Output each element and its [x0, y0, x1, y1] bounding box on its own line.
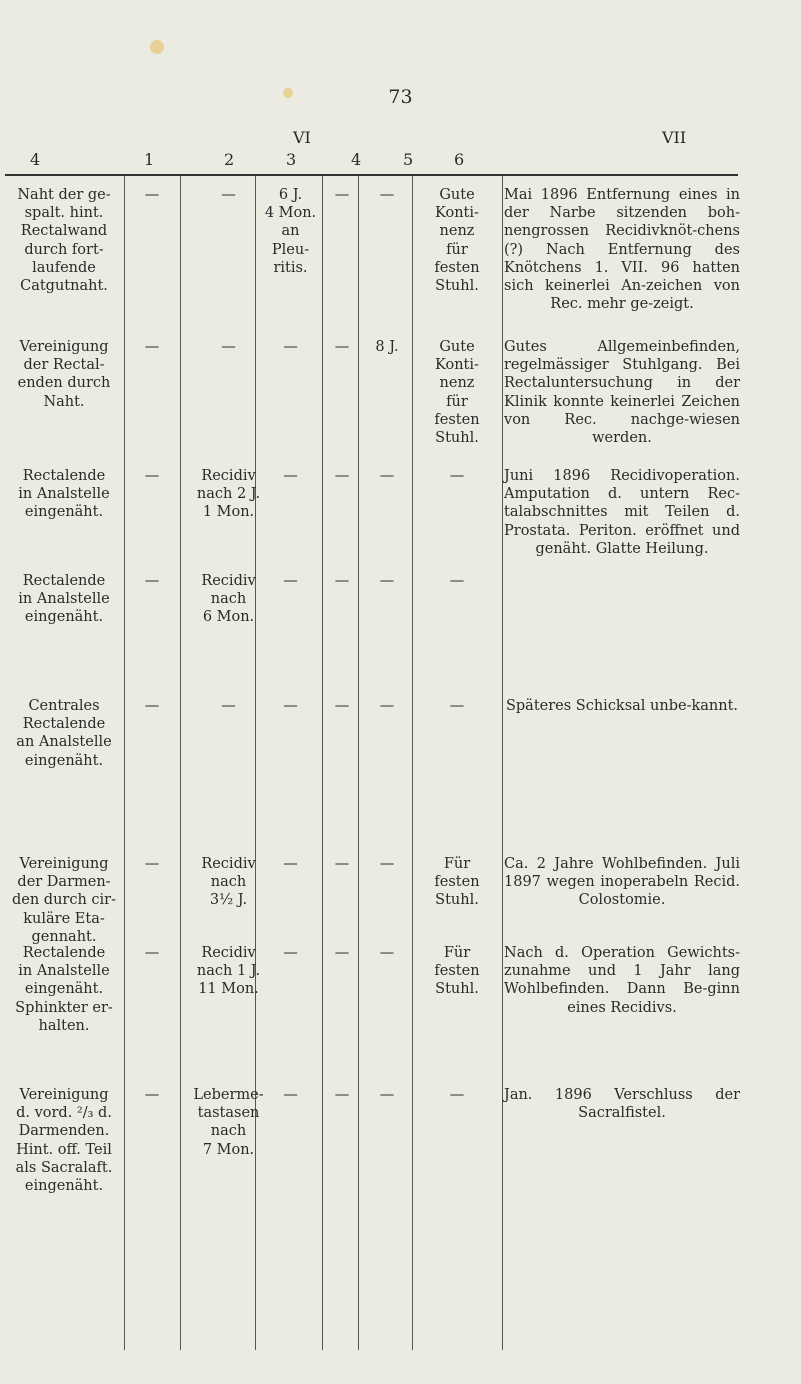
col5-cell: —	[379, 1087, 395, 1103]
treatment-cell: Vereinigung der Rectal- enden durch Naht.	[17, 339, 111, 410]
col4-cell: —	[334, 856, 350, 872]
col3-cell: —	[283, 339, 298, 355]
col5-cell: —	[379, 468, 395, 484]
column-number: 5	[403, 150, 414, 169]
section-header-vii: VII	[662, 128, 687, 147]
col1-cell: —	[144, 1087, 160, 1103]
col4-cell: —	[334, 1087, 350, 1103]
outcome-cell: Nach d. Operation Gewichts-zunahme und 1 Jahr lang Wohlbefinden. Dann Be-ginn eines Recidivs.	[504, 945, 740, 1016]
col5-cell: —	[379, 187, 395, 203]
col5-cell: —	[379, 573, 395, 589]
col1-cell: —	[144, 573, 160, 589]
column-number: 3	[286, 150, 297, 169]
col4-cell: —	[334, 187, 350, 203]
paper-stain	[150, 40, 164, 54]
col3-cell: 6 J. 4 Mon. an Pleu- ritis.	[264, 187, 317, 276]
col1-cell: —	[144, 945, 160, 961]
col2-cell: —	[221, 187, 236, 203]
col5-cell: —	[379, 698, 395, 714]
outcome-cell: Mai 1896 Entfernung eines in der Narbe sitzenden boh-nengrossen Recidivknöt-chens (?) Nach Entfernung des Knötchens 1. VII. 96 hatten sich keinerlei An-zeichen von Rec. mehr ge-zeigt.	[504, 187, 740, 313]
col3-cell: —	[283, 856, 298, 872]
col3-cell: —	[283, 698, 298, 714]
col4-cell: —	[334, 339, 350, 355]
treatment-cell: Rectalende in Analstelle eingenäht.	[18, 573, 110, 626]
col3-cell: —	[283, 468, 298, 484]
page-number: 73	[388, 86, 413, 108]
outcome-cell: Späteres Schicksal unbe-kannt.	[505, 698, 739, 714]
col4-cell: —	[334, 698, 350, 714]
col3-cell: —	[283, 945, 298, 961]
col3-cell: —	[283, 1087, 298, 1103]
outcome-cell: Ca. 2 Jahre Wohlbefinden. Juli 1897 wegen inoperabeln Recid. Colostomie.	[504, 856, 740, 909]
col5-cell: —	[379, 945, 395, 961]
col4-cell: —	[334, 573, 350, 589]
col1-cell: —	[144, 339, 160, 355]
col5-cell: 8 J.	[375, 339, 399, 355]
col6-cell: —	[449, 698, 465, 714]
treatment-cell: Rectalende in Analstelle eingenäht.	[18, 468, 110, 521]
col2-cell: Leberme- tastasen nach 7 Mon.	[193, 1087, 264, 1158]
column-number: 4	[351, 150, 362, 169]
column-divider	[124, 176, 125, 1350]
column-number: 6	[454, 150, 465, 169]
column-number: 1	[144, 150, 155, 169]
col2-cell: Recidiv nach 3½ J.	[201, 856, 256, 909]
col5-cell: —	[379, 856, 395, 872]
treatment-cell: Vereinigung der Darmen- den durch cir- kuläre Eta- gennaht.	[11, 856, 117, 945]
section-header-vi: VI	[293, 128, 311, 147]
col2-cell: Recidiv nach 6 Mon.	[201, 573, 256, 626]
col6-cell: Gute Konti- nenz für festen Stuhl.	[434, 339, 480, 447]
column-number: 4	[30, 150, 41, 169]
col1-cell: —	[144, 698, 160, 714]
col6-cell: Für festen Stuhl.	[434, 945, 480, 998]
col2-cell: Recidiv nach 1 J. 11 Mon.	[196, 945, 261, 998]
column-divider	[502, 176, 503, 1350]
header-rule	[5, 174, 738, 176]
column-divider	[180, 176, 181, 1350]
treatment-cell: Naht der ge- spalt. hint. Rectalwand durch fort- laufende Catgutnaht.	[17, 187, 111, 295]
col2-cell: —	[221, 698, 236, 714]
treatment-cell: Rectalende in Analstelle eingenäht. Sphinkter er- halten.	[15, 945, 113, 1034]
outcome-cell: Gutes Allgemeinbefinden, regelmässiger Stuhlgang. Bei Rectaluntersuchung in der Klinik konnte keinerlei Zeichen von Rec. nachge-wiesen werden.	[504, 339, 740, 447]
treatment-cell: Vereinigung d. vord. ²/₃ d. Darmenden. Hint. off. Teil als Sacralaft. eingenäht.	[15, 1087, 113, 1195]
outcome-cell: Jan. 1896 Verschluss der Sacralfistel.	[504, 1087, 740, 1122]
col6-cell: Für festen Stuhl.	[434, 856, 480, 909]
col6-cell: —	[449, 468, 465, 484]
col4-cell: —	[334, 945, 350, 961]
outcome-cell: Juni 1896 Recidivoperation. Amputation d. untern Rec-talabschnittes mit Teilen d. Prostata. Periton. eröffnet und genäht. Glatte Heilung.	[504, 468, 740, 557]
col2-cell: Recidiv nach 2 J. 1 Mon.	[196, 468, 261, 521]
col6-cell: —	[449, 1087, 465, 1103]
col1-cell: —	[144, 468, 160, 484]
col2-cell: —	[221, 339, 236, 355]
col3-cell: —	[283, 573, 298, 589]
col1-cell: —	[144, 187, 160, 203]
treatment-cell: Centrales Rectalende an Analstelle eingenäht.	[16, 698, 112, 769]
column-number: 2	[224, 150, 235, 169]
col6-cell: Gute Konti- nenz für festen Stuhl.	[434, 187, 480, 295]
col4-cell: —	[334, 468, 350, 484]
col6-cell: —	[449, 573, 465, 589]
col1-cell: —	[144, 856, 160, 872]
